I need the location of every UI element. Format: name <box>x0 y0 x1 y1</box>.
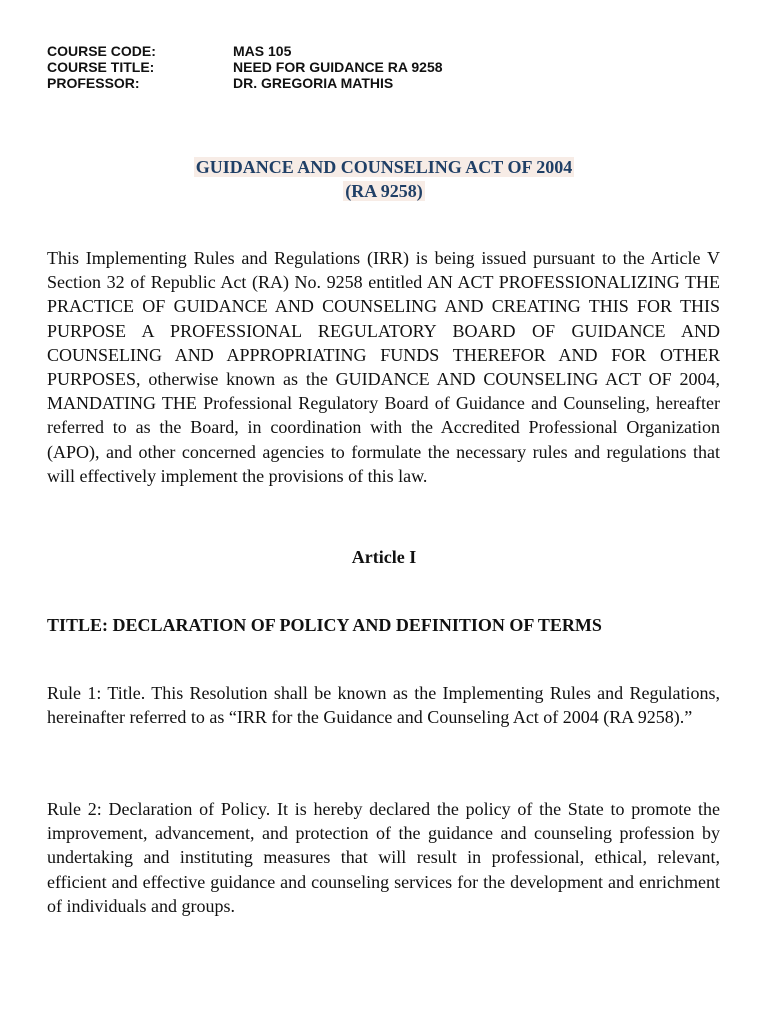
professor-label: PROFESSOR: <box>47 75 140 91</box>
course-title-label: COURSE TITLE: <box>47 59 155 75</box>
course-title-row <box>47 59 443 75</box>
course-header <box>47 43 443 91</box>
rule-1-paragraph: Rule 1: Title. This Resolution shall be known as the Implementing Rules and Regulations, hereinafter referred to as “IRR for the Guidance and Counseling Act of 2004 (RA 9258).” <box>47 683 720 728</box>
course-code-row <box>47 43 443 59</box>
course-code-label: COURSE CODE: <box>47 43 156 59</box>
course-title-value: NEED FOR GUIDANCE RA 9258 <box>233 59 443 75</box>
course-code-value: MAS 105 <box>233 43 292 59</box>
document-title <box>0 155 768 203</box>
article-heading: Article I <box>351 547 417 567</box>
intro-paragraph: This Implementing Rules and Regulations (IRR) is being issued pursuant to the Article V Section 32 of Republic Act (RA) No. 9258 entitled AN ACT PROFESSIONALIZING THE PRACTICE OF GUIDANCE AND COUNSELING AND CREATING THIS FOR THIS PURPOSE A PROFESSIONAL REGULATORY BOARD OF GUIDANCE AND COUNSELING AND APPROPRIATING FUNDS THEREFOR AND FOR OTHER PURPOSES, otherwise known as the GUIDANCE AND COUNSELING ACT OF 2004, MANDATING THE Professional Regulatory Board of Guidance and Counseling, hereafter referred to as the Board, in coordination with the Accredited Professional Organization (APO), and other concerned agencies to formulate the necessary rules and regulations that will effectively implement the provisions of this law. <box>47 248 720 486</box>
rule-2-paragraph: Rule 2: Declaration of Policy. It is hereby declared the policy of the State to promote the improvement, advancement, and protection of the guidance and counseling profession by undertaking and instituting measures that will result in professional, ethical, relevant, efficient and effective guidance and counseling services for the development and enrichment of individuals and groups. <box>47 799 720 916</box>
document-title-line1: GUIDANCE AND COUNSELING ACT OF 2004 <box>195 157 573 177</box>
professor-row <box>47 75 443 91</box>
document-title-line2: (RA 9258) <box>345 181 423 201</box>
section-title: TITLE: DECLARATION OF POLICY AND DEFINITION OF TERMS <box>47 615 602 635</box>
professor-value: DR. GREGORIA MATHIS <box>233 75 394 91</box>
